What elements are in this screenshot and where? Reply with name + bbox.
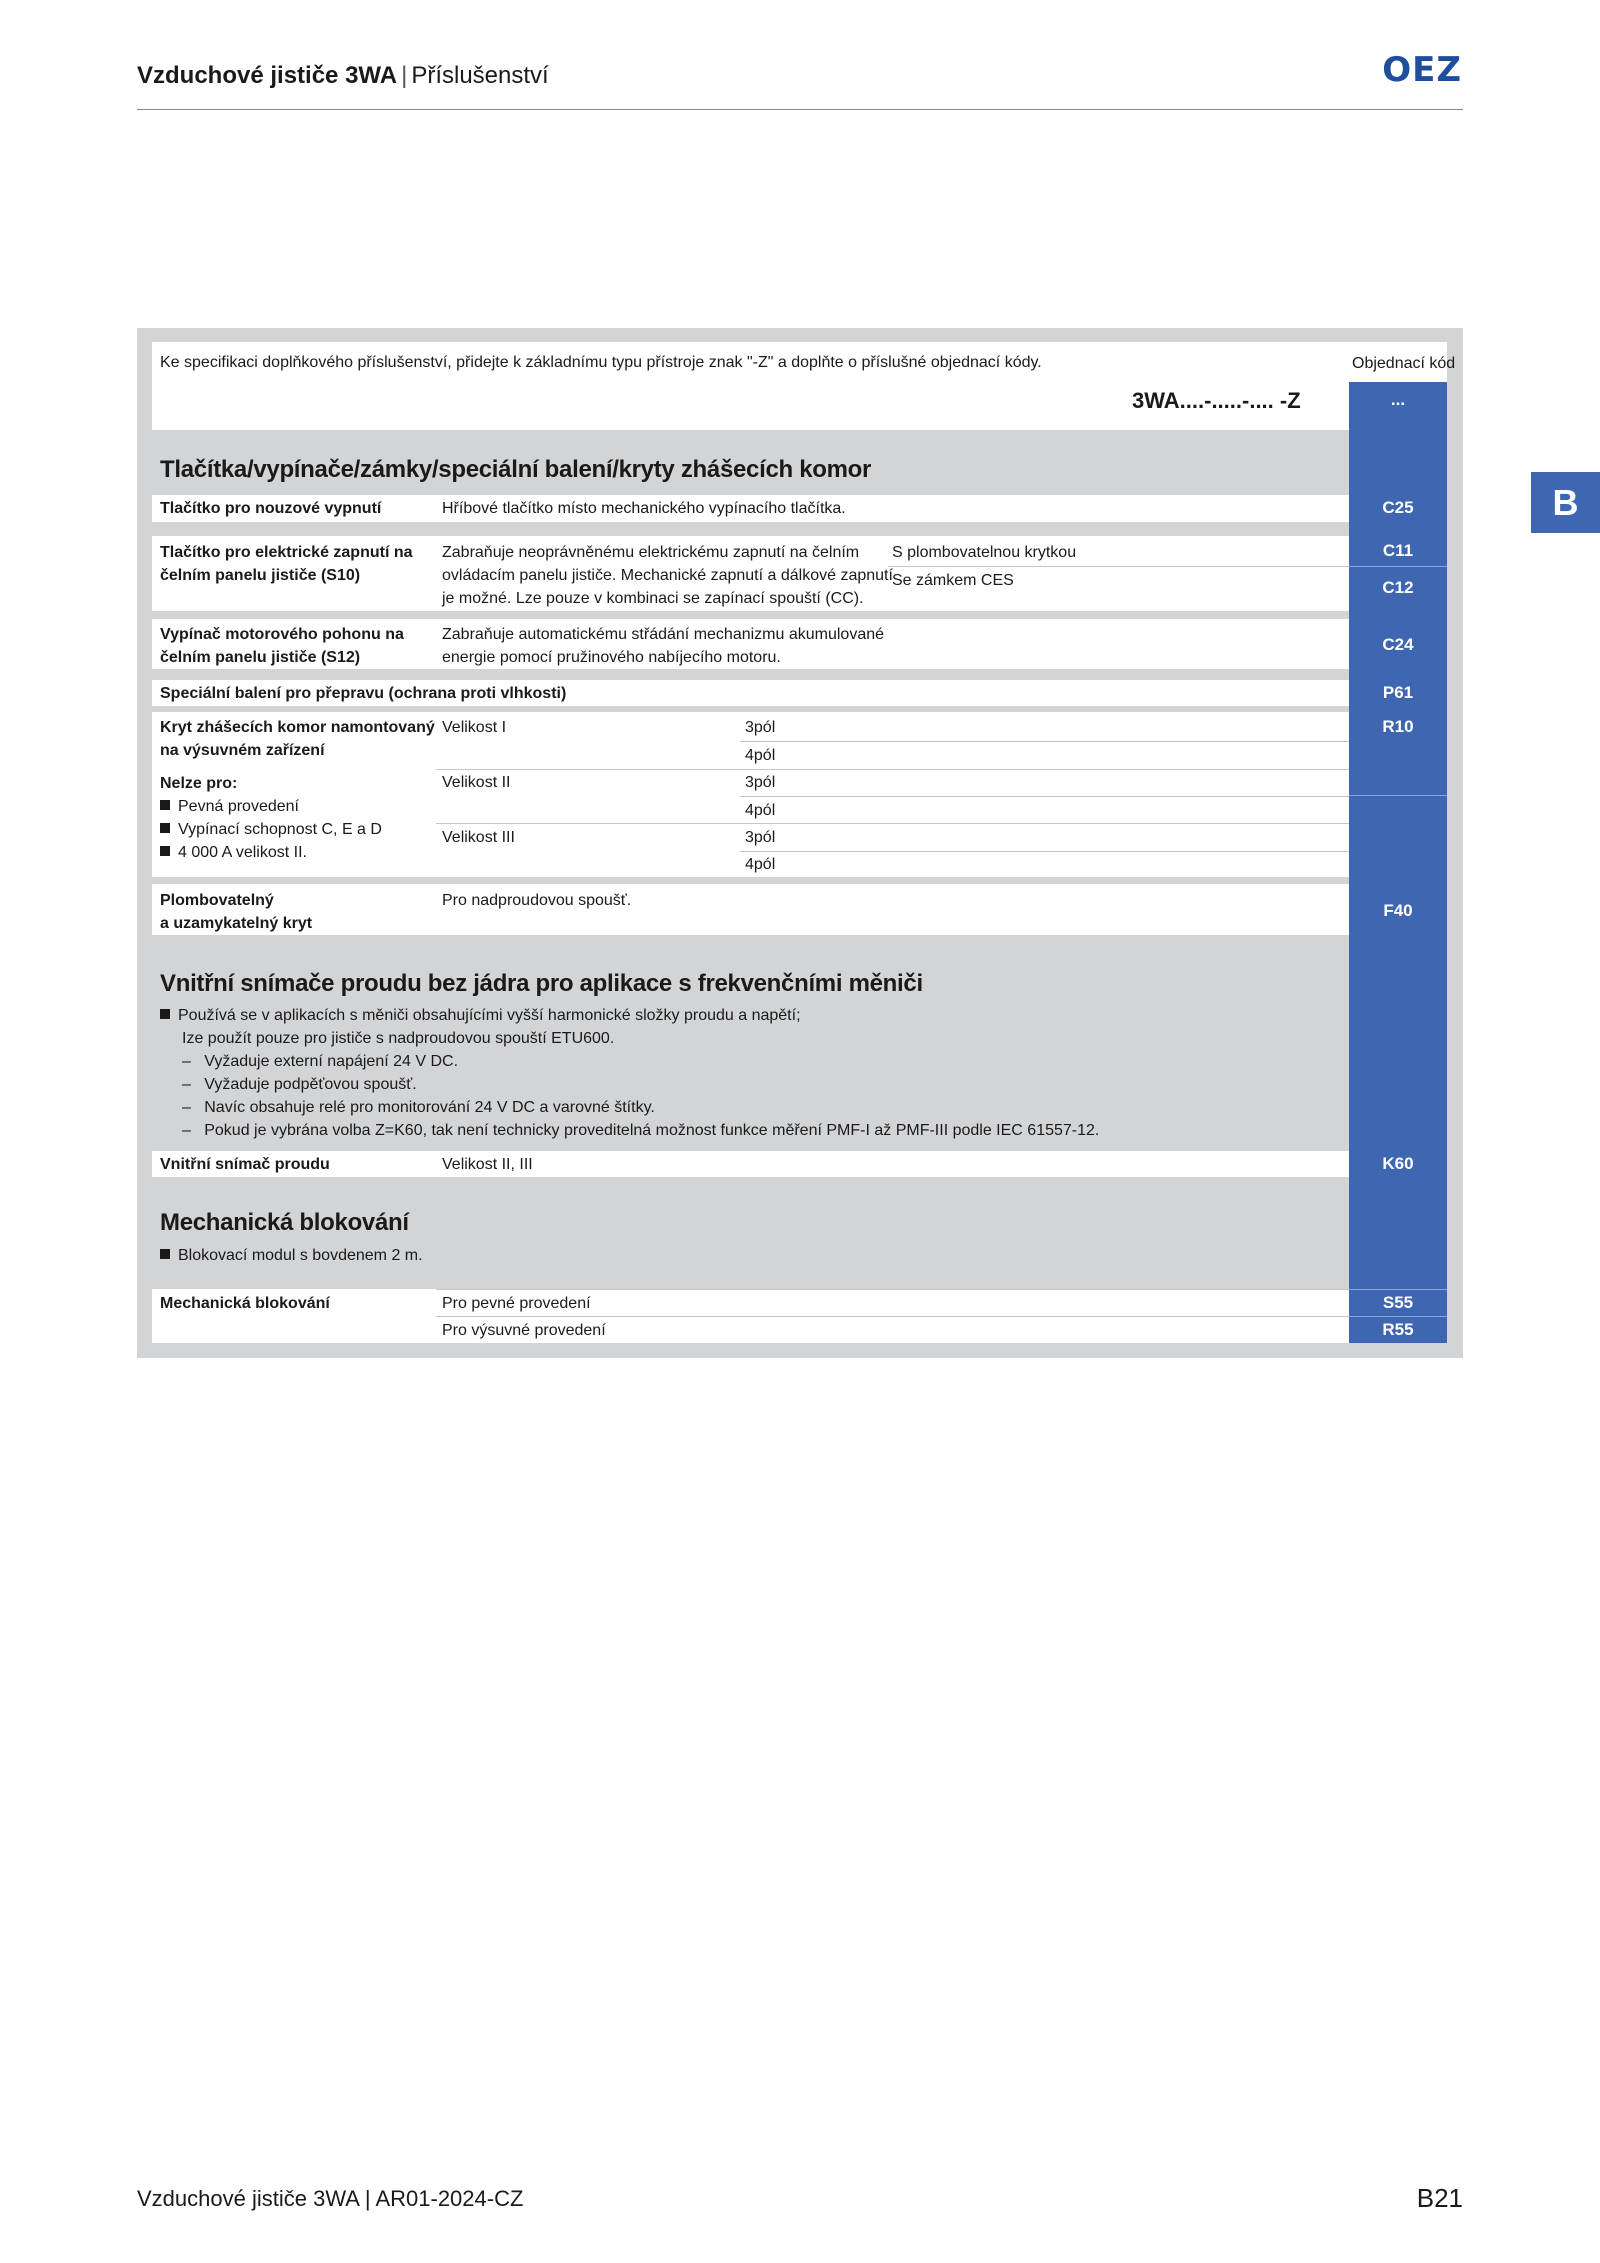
motor-switch-name-1: Vypínač motorového pohonu na bbox=[160, 626, 404, 643]
motor-switch-name-2: čelním panelu jističe (S12) bbox=[160, 649, 361, 666]
interlock-option: Pro výsuvné provedení bbox=[442, 1322, 606, 1339]
electric-on-desc-1: Zabraňuje neoprávněnému elektrickému zapnutí na čelním bbox=[442, 544, 860, 561]
code-s55: S55 bbox=[1382, 1293, 1414, 1312]
size-label: Velikost I bbox=[442, 719, 507, 736]
code-c25: C25 bbox=[1382, 498, 1414, 517]
row-internal-current-sensor bbox=[152, 1151, 1349, 1177]
pole-label: 3pól bbox=[745, 774, 776, 791]
code-p61: P61 bbox=[1382, 683, 1414, 702]
code-c11-divider bbox=[1349, 566, 1447, 567]
pole-divider bbox=[740, 851, 1349, 852]
header-title-rest: Příslušenství bbox=[411, 62, 549, 89]
size-label: Velikost III bbox=[442, 829, 515, 846]
sealable-cover-name-1: Plombovatelný bbox=[160, 892, 274, 909]
emergency-desc: Hříbové tlačítko místo mechanického vypínacího tlačítka. bbox=[442, 500, 846, 517]
electric-on-desc-2: ovládacím panelu jističe. Mechanické zapnutí a dálkové zapnutí bbox=[442, 567, 893, 584]
code-divider bbox=[1349, 1289, 1447, 1290]
section-side-tab: B bbox=[1531, 472, 1600, 533]
code-r10-divider bbox=[1349, 795, 1447, 796]
code-r10: R10 bbox=[1382, 717, 1414, 736]
motor-switch-desc-1: Zabraňuje automatickému střádání mechanizmu akumulované bbox=[442, 626, 885, 643]
code-c24: C24 bbox=[1382, 635, 1414, 654]
electric-on-option-2: Se zámkem CES bbox=[892, 572, 1014, 589]
footer-document-id: Vzduchové jističe 3WA | AR01-2024-CZ bbox=[137, 2186, 524, 2211]
sensor-dash-item: – Pokud je vybrána volba Z=K60, tak není technicky proveditelná možnost funkce měření PMF-I až PMF-III podle IEC 61557-12. bbox=[182, 1122, 1100, 1139]
arc-cover-not-for-item: 4 000 A velikost II. bbox=[160, 841, 307, 864]
sensor-bullet-line-1: Používá se v aplikacích s měniči obsahujícími vyšší harmonické složky proudu a napětí; bbox=[160, 1004, 801, 1027]
code-r55: R55 bbox=[1382, 1320, 1414, 1339]
electric-on-option-1: S plombovatelnou krytkou bbox=[892, 544, 1077, 561]
sensor-row-name: Vnitřní snímač proudu bbox=[160, 1156, 330, 1173]
order-code-column bbox=[1349, 382, 1447, 1343]
code-k60: K60 bbox=[1382, 1154, 1414, 1173]
electric-on-name-1: Tlačítko pro elektrické zapnutí na bbox=[160, 544, 413, 561]
size-divider bbox=[436, 823, 1349, 824]
page-header-title bbox=[137, 62, 549, 90]
pole-divider bbox=[740, 741, 1349, 742]
section-title-buttons-locks: Tlačítka/vypínače/zámky/speciální balení/kryty zhášecích komor bbox=[160, 456, 872, 483]
code-c12: C12 bbox=[1382, 578, 1414, 597]
code-divider bbox=[1349, 1316, 1447, 1317]
pole-label: 3pól bbox=[745, 829, 776, 846]
row-sealable-cover bbox=[152, 884, 1349, 935]
sensor-dash-item: – Vyžaduje podpěťovou spoušť. bbox=[182, 1076, 417, 1093]
size-divider bbox=[436, 769, 1349, 770]
order-code-label: Objednací kód bbox=[1352, 355, 1456, 372]
interlock-bullet: Blokovací modul s bovdenem 2 m. bbox=[160, 1244, 423, 1267]
interlock-option: Pro pevné provedení bbox=[442, 1295, 591, 1312]
pole-label: 4pól bbox=[745, 802, 776, 819]
pole-label: 4pól bbox=[745, 856, 776, 873]
sensor-dash-item: – Navíc obsahuje relé pro monitorování 24 V DC a varovné štítky. bbox=[182, 1099, 655, 1116]
pole-label: 4pól bbox=[745, 747, 776, 764]
sealable-cover-name-2: a uzamykatelný kryt bbox=[160, 915, 313, 932]
intro-text: Ke specifikaci doplňkového příslušenství, přidejte k základnímu typu přístroje znak "-Z" a doplňte o příslušné objednací kódy. bbox=[160, 354, 1042, 371]
electric-on-option-divider bbox=[888, 566, 1349, 567]
header-separator: | bbox=[401, 62, 408, 89]
header-title-bold: Vzduchové jističe 3WA bbox=[137, 62, 398, 89]
motor-switch-desc-2: energie pomocí pružinového nabíjecího motoru. bbox=[442, 649, 781, 666]
packaging-name: Speciální balení pro přepravu (ochrana proti vlhkosti) bbox=[160, 685, 567, 702]
pole-divider bbox=[740, 796, 1349, 797]
arc-cover-not-for-item: Vypínací schopnost C, E a D bbox=[160, 818, 382, 841]
header-divider bbox=[137, 109, 1463, 110]
electric-on-name-2: čelním panelu jističe (S10) bbox=[160, 567, 361, 584]
arc-cover-name-2: na výsuvném zařízení bbox=[160, 742, 325, 759]
emergency-name: Tlačítko pro nouzové vypnutí bbox=[160, 500, 382, 517]
sensor-dash-item: – Vyžaduje externí napájení 24 V DC. bbox=[182, 1053, 459, 1070]
pole-label: 3pól bbox=[745, 719, 776, 736]
interlock-top-divider bbox=[436, 1289, 1349, 1290]
arc-cover-name-1: Kryt zhášecích komor namontovaný bbox=[160, 719, 435, 736]
section-title-mechanical-interlock: Mechanická blokování bbox=[160, 1209, 409, 1236]
sensor-row-desc: Velikost II, III bbox=[442, 1156, 533, 1173]
code-f40: F40 bbox=[1383, 901, 1413, 920]
interlock-row-name: Mechanická blokování bbox=[160, 1295, 330, 1312]
footer-page-number: B21 bbox=[1416, 2183, 1463, 2213]
type-code: 3WA....-.....-.... -Z bbox=[1132, 388, 1301, 413]
electric-on-desc-3: je možné. Lze pouze v kombinaci se zapínací spouští (CC). bbox=[442, 590, 864, 607]
code-c11: C11 bbox=[1382, 541, 1414, 560]
order-code-placeholder: ... bbox=[1390, 390, 1406, 409]
size-label: Velikost II bbox=[442, 774, 511, 791]
section-title-current-sensors: Vnitřní snímače proudu bez jádra pro aplikace s frekvenčními měniči bbox=[160, 970, 923, 997]
oez-logo: OEZ bbox=[1382, 50, 1462, 90]
sensor-bullet-line-2: Ize použít pouze pro jističe s nadproudovou spouští ETU600. bbox=[182, 1030, 615, 1047]
sealable-cover-desc: Pro nadproudovou spoušť. bbox=[442, 892, 632, 909]
interlock-option-divider bbox=[436, 1316, 1349, 1317]
arc-cover-not-for-item: Pevná provedení bbox=[160, 795, 299, 818]
arc-cover-not-for-label: Nelze pro: bbox=[160, 775, 238, 792]
